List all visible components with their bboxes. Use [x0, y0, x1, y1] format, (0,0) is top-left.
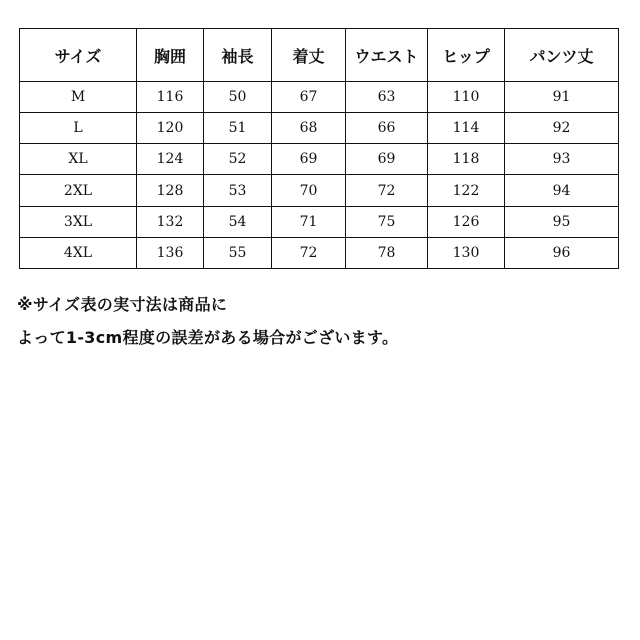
- sleeve-cell: 54: [204, 206, 272, 237]
- header-hip: ヒップ: [428, 29, 505, 82]
- sleeve-cell: 51: [204, 113, 272, 144]
- length-cell: 70: [272, 175, 346, 206]
- waist-cell: 66: [346, 113, 428, 144]
- pants-length-cell: 95: [505, 206, 619, 237]
- size-table-header: [20, 29, 619, 82]
- sleeve-cell: 50: [204, 82, 272, 113]
- header-length: 着丈: [272, 29, 346, 82]
- header-sleeve: 袖長: [204, 29, 272, 82]
- hip-cell: 126: [428, 206, 505, 237]
- size-table: [19, 28, 619, 269]
- hip-cell: 130: [428, 237, 505, 268]
- table-row: [20, 237, 619, 268]
- length-cell: 72: [272, 237, 346, 268]
- table-row: [20, 144, 619, 175]
- waist-cell: 69: [346, 144, 428, 175]
- header-size: サイズ: [20, 29, 137, 82]
- sleeve-cell: 52: [204, 144, 272, 175]
- length-cell: 71: [272, 206, 346, 237]
- pants-length-cell: 96: [505, 237, 619, 268]
- chest-cell: 136: [137, 237, 204, 268]
- size-note-line-1: ※サイズ表の実寸法は商品に: [17, 295, 228, 314]
- chest-cell: 120: [137, 113, 204, 144]
- table-row: [20, 206, 619, 237]
- chest-cell: 132: [137, 206, 204, 237]
- chest-cell: 124: [137, 144, 204, 175]
- hip-cell: 122: [428, 175, 505, 206]
- size-cell: 2XL: [20, 175, 137, 206]
- hip-cell: 114: [428, 113, 505, 144]
- table-row: [20, 82, 619, 113]
- table-row: [20, 113, 619, 144]
- size-table-body: [20, 82, 619, 269]
- size-cell: 4XL: [20, 237, 137, 268]
- pants-length-cell: 94: [505, 175, 619, 206]
- waist-cell: 75: [346, 206, 428, 237]
- size-cell: 3XL: [20, 206, 137, 237]
- length-cell: 67: [272, 82, 346, 113]
- hip-cell: 110: [428, 82, 505, 113]
- chest-cell: 128: [137, 175, 204, 206]
- size-cell: XL: [20, 144, 137, 175]
- pants-length-cell: 93: [505, 144, 619, 175]
- table-row: [20, 175, 619, 206]
- header-row: [20, 29, 619, 82]
- header-waist: ウエスト: [346, 29, 428, 82]
- waist-cell: 63: [346, 82, 428, 113]
- size-note-line-2: よって1-3cm程度の誤差がある場合がございます。: [17, 328, 399, 347]
- hip-cell: 118: [428, 144, 505, 175]
- size-cell: L: [20, 113, 137, 144]
- header-chest: 胸囲: [137, 29, 204, 82]
- pants-length-cell: 91: [505, 82, 619, 113]
- header-pants-length: パンツ丈: [505, 29, 619, 82]
- size-cell: M: [20, 82, 137, 113]
- sleeve-cell: 55: [204, 237, 272, 268]
- pants-length-cell: 92: [505, 113, 619, 144]
- waist-cell: 78: [346, 237, 428, 268]
- length-cell: 68: [272, 113, 346, 144]
- waist-cell: 72: [346, 175, 428, 206]
- length-cell: 69: [272, 144, 346, 175]
- chest-cell: 116: [137, 82, 204, 113]
- sleeve-cell: 53: [204, 175, 272, 206]
